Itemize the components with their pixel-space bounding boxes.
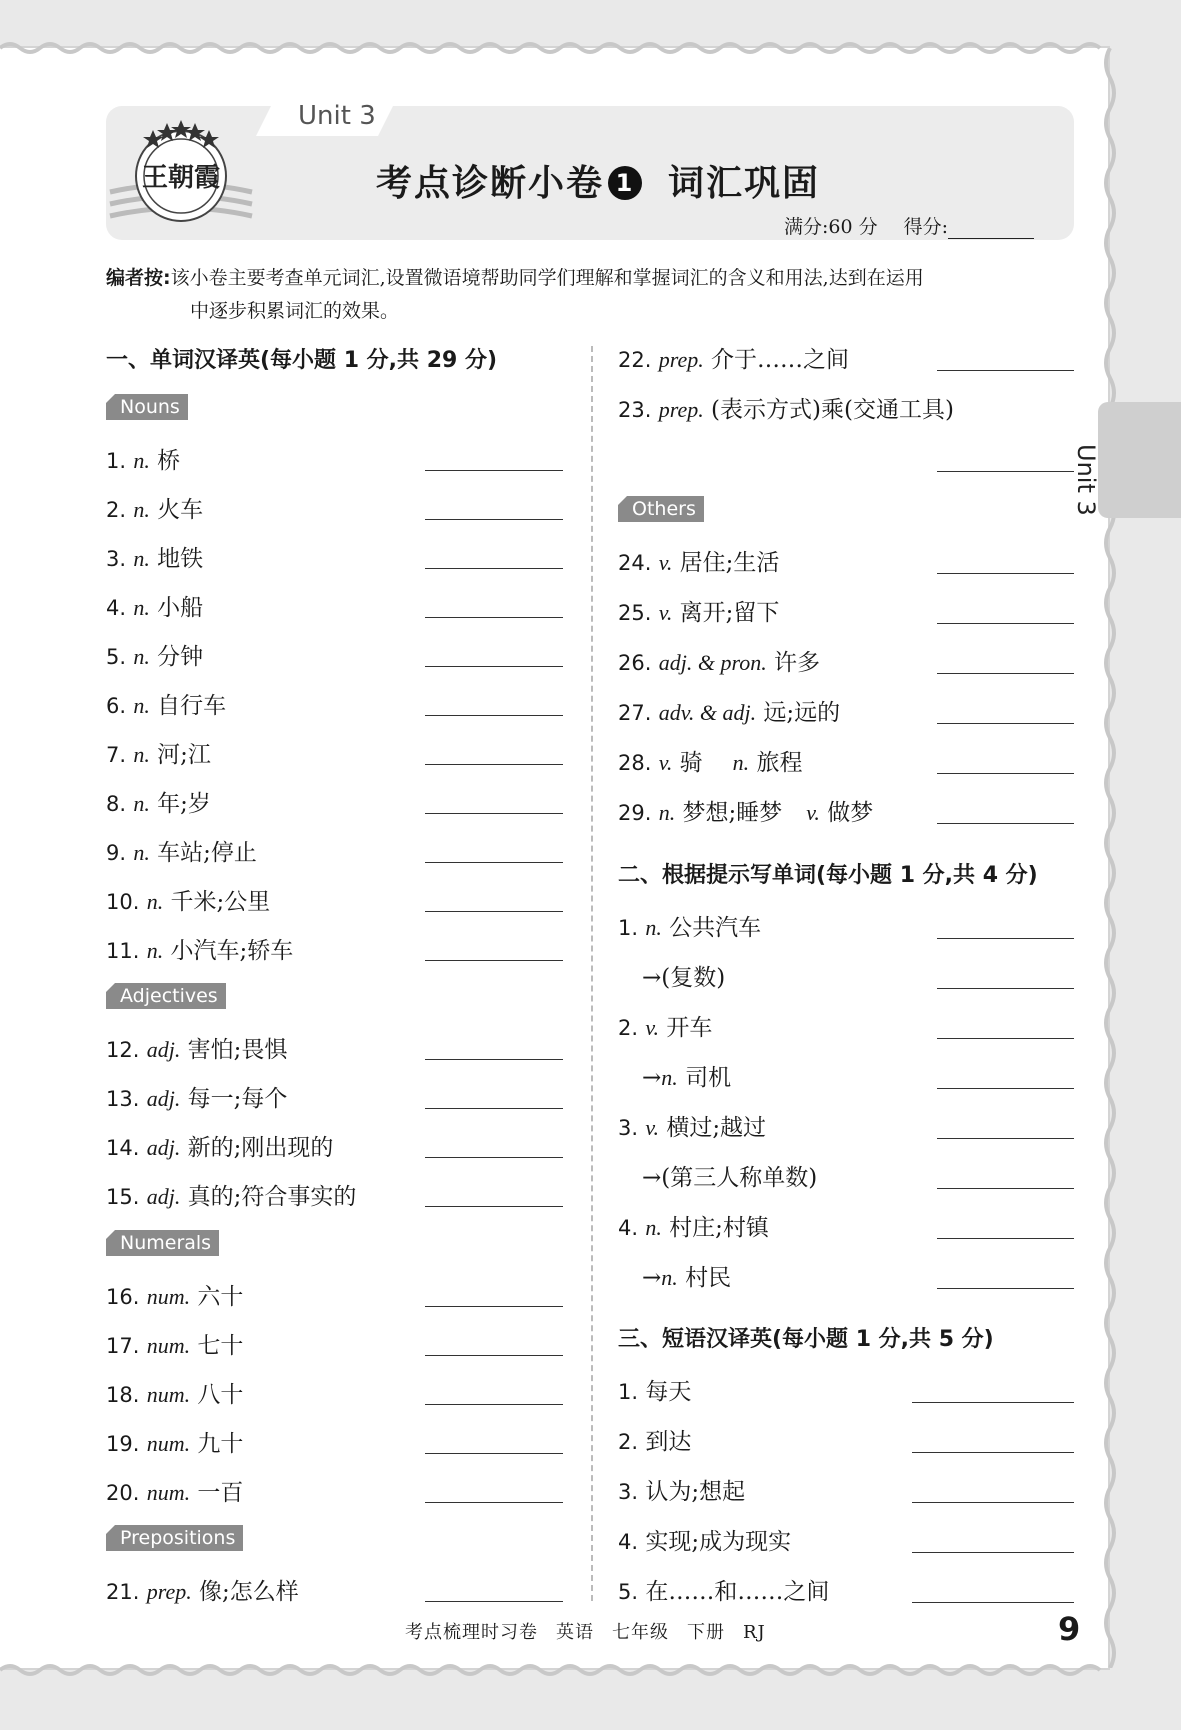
list-item: 1. 每天 bbox=[618, 1379, 692, 1405]
answer-blank[interactable] bbox=[425, 862, 563, 863]
answer-blank[interactable] bbox=[912, 1502, 1074, 1503]
score-label: 得分: bbox=[903, 216, 949, 238]
list-item: 4. 实现;成为现实 bbox=[618, 1529, 792, 1555]
list-item: 21. prep. 像;怎么样 bbox=[106, 1579, 299, 1605]
list-item: 16. num. 六十 bbox=[106, 1284, 244, 1310]
answer-blank[interactable] bbox=[425, 1059, 563, 1060]
right-wave-border bbox=[1102, 48, 1118, 1668]
answer-blank[interactable] bbox=[937, 938, 1074, 939]
answer-blank[interactable] bbox=[425, 1404, 563, 1405]
answer-blank[interactable] bbox=[425, 1453, 563, 1454]
list-item: 3. n. 地铁 bbox=[106, 546, 204, 572]
list-item: 1. n. 桥 bbox=[106, 448, 181, 474]
editor-note-label: 编者按: bbox=[106, 267, 171, 289]
list-item: 18. num. 八十 bbox=[106, 1382, 244, 1408]
list-item: 4. n. 小船 bbox=[106, 595, 204, 621]
list-item: 5. n. 分钟 bbox=[106, 644, 204, 670]
list-item: 24. v. 居住;生活 bbox=[618, 550, 780, 576]
list-item: 7. n. 河;江 bbox=[106, 742, 211, 768]
answer-blank[interactable] bbox=[937, 370, 1074, 371]
answer-blank[interactable] bbox=[912, 1402, 1074, 1403]
answer-blank[interactable] bbox=[937, 773, 1074, 774]
page-number: 9 bbox=[1058, 1610, 1081, 1648]
full-score: 满分:60 分 bbox=[784, 216, 878, 238]
answer-blank[interactable] bbox=[425, 617, 563, 618]
answer-blank[interactable] bbox=[425, 911, 563, 912]
footer-edition: RJ bbox=[743, 1622, 766, 1643]
list-item: →(第三人称单数) bbox=[642, 1165, 818, 1191]
answer-blank[interactable] bbox=[912, 1452, 1074, 1453]
answer-blank[interactable] bbox=[937, 573, 1074, 574]
answer-blank[interactable] bbox=[425, 1306, 563, 1307]
section1-title: 一、单词汉译英(每小题 1 分,共 29 分) bbox=[106, 348, 498, 373]
list-item: 19. num. 九十 bbox=[106, 1431, 244, 1457]
title-suffix: 词汇巩固 bbox=[668, 163, 821, 204]
tag-prepositions: Prepositions bbox=[106, 1525, 243, 1551]
list-item: 20. num. 一百 bbox=[106, 1480, 244, 1506]
answer-blank[interactable] bbox=[425, 1206, 563, 1207]
score-box bbox=[784, 212, 1034, 239]
answer-blank[interactable] bbox=[937, 723, 1074, 724]
answer-blank[interactable] bbox=[425, 1502, 563, 1503]
list-item: →n. 司机 bbox=[642, 1065, 732, 1091]
score-blank[interactable] bbox=[948, 222, 1034, 239]
answer-blank[interactable] bbox=[425, 1355, 563, 1356]
tag-nouns: Nouns bbox=[106, 394, 188, 420]
list-item: 6. n. 自行车 bbox=[106, 693, 227, 719]
list-item: 2. v. 开车 bbox=[618, 1015, 713, 1041]
answer-blank[interactable] bbox=[937, 1288, 1074, 1289]
top-wave-border bbox=[0, 40, 1108, 56]
footer-grade: 七年级 bbox=[612, 1622, 669, 1643]
answer-blank[interactable] bbox=[937, 1188, 1074, 1189]
section2-title: 二、根据提示写单词(每小题 1 分,共 4 分) bbox=[618, 863, 1038, 888]
list-item: 25. v. 离开;留下 bbox=[618, 600, 780, 626]
list-item: 2. 到达 bbox=[618, 1429, 692, 1455]
title-number-badge: 1 bbox=[608, 166, 642, 200]
list-item: 28. v. 骑 n. 旅程 bbox=[618, 750, 803, 776]
list-item: 11. n. 小汽车;轿车 bbox=[106, 938, 294, 964]
list-item: 3. v. 横过;越过 bbox=[618, 1115, 767, 1141]
footer-book: 考点梳理时习卷 bbox=[405, 1622, 538, 1643]
answer-blank[interactable] bbox=[912, 1602, 1074, 1603]
list-item: 1. n. 公共汽车 bbox=[618, 915, 762, 941]
list-item: 5. 在……和……之间 bbox=[618, 1579, 830, 1605]
list-item: 8. n. 年;岁 bbox=[106, 791, 211, 817]
tag-others: Others bbox=[618, 496, 704, 522]
list-item: 15. adj. 真的;符合事实的 bbox=[106, 1184, 357, 1210]
answer-blank[interactable] bbox=[937, 1038, 1074, 1039]
page-title bbox=[376, 155, 820, 206]
answer-blank[interactable] bbox=[425, 470, 563, 471]
section3-title: 三、短语汉译英(每小题 1 分,共 5 分) bbox=[618, 1327, 994, 1352]
answer-blank[interactable] bbox=[425, 1157, 563, 1158]
list-item: 29. n. 梦想;睡梦 v. 做梦 bbox=[618, 800, 874, 826]
list-item: 14. adj. 新的;刚出现的 bbox=[106, 1135, 334, 1161]
list-item: 22. prep. 介于……之间 bbox=[618, 347, 850, 373]
list-item: 4. n. 村庄;村镇 bbox=[618, 1215, 769, 1241]
side-unit-label: Unit 3 bbox=[1072, 444, 1100, 516]
list-item: 17. num. 七十 bbox=[106, 1333, 244, 1359]
list-item: 12. adj. 害怕;畏惧 bbox=[106, 1037, 288, 1063]
footer bbox=[405, 1618, 784, 1644]
answer-blank[interactable] bbox=[937, 823, 1074, 824]
publisher-logo bbox=[106, 106, 256, 240]
bottom-wave-border bbox=[0, 1662, 1108, 1678]
list-item: 9. n. 车站;停止 bbox=[106, 840, 257, 866]
tag-numerals: Numerals bbox=[106, 1230, 219, 1256]
title-prefix: 考点诊断小卷 bbox=[376, 163, 605, 204]
answer-blank[interactable] bbox=[425, 666, 563, 667]
answer-blank[interactable] bbox=[425, 1108, 563, 1109]
list-item: →(复数) bbox=[642, 965, 726, 991]
answer-blank[interactable] bbox=[425, 519, 563, 520]
list-item: →n. 村民 bbox=[642, 1265, 732, 1291]
answer-blank[interactable] bbox=[425, 764, 563, 765]
answer-blank[interactable] bbox=[425, 568, 563, 569]
column-divider bbox=[591, 346, 593, 1601]
answer-blank[interactable] bbox=[937, 988, 1074, 989]
answer-blank[interactable] bbox=[937, 1138, 1074, 1139]
answer-blank[interactable] bbox=[425, 813, 563, 814]
side-unit-tab bbox=[1098, 402, 1181, 518]
list-item: 2. n. 火车 bbox=[106, 497, 204, 523]
list-item: 10. n. 千米;公里 bbox=[106, 889, 271, 915]
answer-blank[interactable] bbox=[937, 1088, 1074, 1089]
tag-adjectives: Adjectives bbox=[106, 983, 226, 1009]
answer-blank[interactable] bbox=[937, 623, 1074, 624]
editor-note-line2: 中逐步积累词汇的效果。 bbox=[190, 300, 400, 322]
answer-blank[interactable] bbox=[937, 471, 1074, 472]
answer-blank[interactable] bbox=[425, 715, 563, 716]
list-item: 3. 认为;想起 bbox=[618, 1479, 746, 1505]
unit-label: Unit 3 bbox=[298, 101, 376, 131]
answer-blank[interactable] bbox=[937, 1238, 1074, 1239]
logo-wordmark: 王朝霞 bbox=[141, 163, 221, 193]
list-item: 27. adv. & adj. 远;远的 bbox=[618, 700, 841, 726]
list-item: 23. prep. (表示方式)乘(交通工具) bbox=[618, 397, 954, 423]
answer-blank[interactable] bbox=[425, 1601, 563, 1602]
footer-volume: 下册 bbox=[687, 1622, 725, 1643]
editor-note-line1: 该小卷主要考查单元词汇,设置微语境帮助同学们理解和掌握词汇的含义和用法,达到在运用 bbox=[170, 267, 924, 289]
footer-subject: 英语 bbox=[556, 1622, 594, 1643]
list-item: 13. adj. 每一;每个 bbox=[106, 1086, 288, 1112]
answer-blank[interactable] bbox=[912, 1552, 1074, 1553]
list-item: 26. adj. & pron. 许多 bbox=[618, 650, 821, 676]
answer-blank[interactable] bbox=[937, 673, 1074, 674]
answer-blank[interactable] bbox=[425, 960, 563, 961]
editor-note bbox=[106, 262, 1076, 328]
